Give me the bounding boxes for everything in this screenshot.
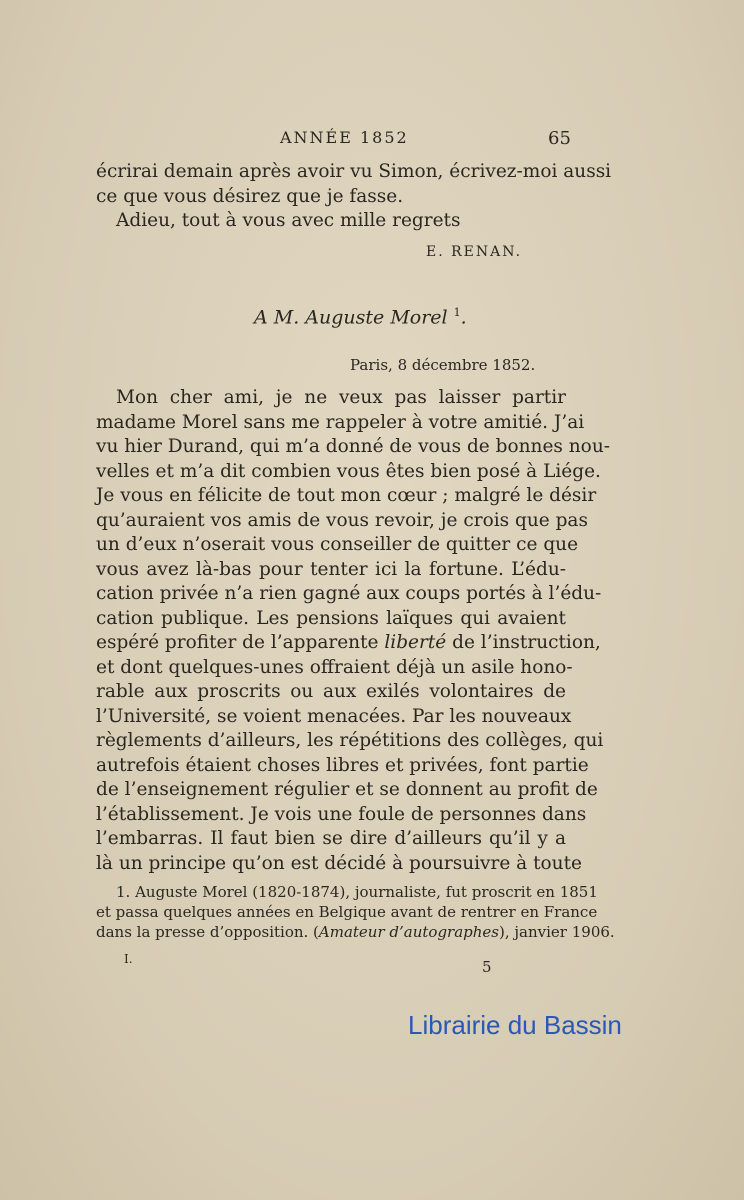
text-line: cation publique. Les pensions laïques qui avaient (96, 607, 566, 629)
text-fragment: de l’instruction, (452, 632, 601, 653)
text-line-with-emphasis (96, 631, 601, 656)
text-line: madame Morel sans me rappeler à votre amitié. J’ai (96, 411, 585, 433)
sheet-number: 5 (482, 958, 492, 976)
dateline: Paris, 8 décembre 1852. (350, 356, 536, 374)
text-fragment: dans la presse d’opposition. ( (96, 923, 319, 941)
text-line: vu hier Durand, qui m’a donné de vous de bonnes nou- (96, 436, 610, 457)
emphasis-text: Amateur d’autographes (318, 923, 499, 941)
signature: E. RENAN. (426, 244, 523, 260)
footnote-line: et passa quelques années en Belgique avant de rentrer en France (96, 903, 598, 921)
text-line: écrirai demain après avoir vu Simon, écrivez-moi aussi (96, 161, 612, 182)
closing-line: Adieu, tout à vous avec mille regrets (116, 210, 461, 231)
emphasis-text: liberté (384, 632, 447, 653)
text-line: l’Université, se voient menacées. Par les nouveaux (96, 705, 572, 727)
footnote-ref: 1 (453, 306, 461, 319)
text-line: l’établissement. Je vois une foule de personnes dans (96, 803, 587, 825)
heading-text: A M. Auguste Morel (254, 306, 448, 329)
text-line: règlements d’ailleurs, les répétitions des collèges, qui (96, 730, 604, 751)
text-line: vous avez là-bas pour tenter ici la fortune. L’édu- (96, 558, 566, 580)
text-line: ce que vous désirez que je fasse. (96, 185, 404, 207)
text-fragment: espéré profiter de l’apparente (96, 632, 379, 653)
signature-mark: I. (124, 952, 133, 966)
footnote (96, 882, 615, 942)
text-line: et dont quelques-unes offraient déjà un asile hono- (96, 656, 573, 678)
footnote-line (96, 922, 615, 942)
text-line: l’embarras. Il faut bien se dire d’ailleurs qu’il y a (96, 828, 566, 849)
text-line: Je vous en félicite de tout mon cœur ; malgré le désir (96, 485, 597, 506)
watermark-text: Librairie du Bassin (408, 1010, 622, 1040)
carryover-paragraph (96, 160, 612, 234)
text-line: Mon cher ami, je ne veux pas laisser partir (116, 387, 566, 408)
text-line: rable aux proscrits ou aux exilés volontaires de (96, 681, 566, 702)
text-line: là un principe qu’on est décidé à poursuivre à toute (96, 852, 582, 874)
text-fragment: ), janvier 1906. (499, 923, 615, 941)
text-line: autrefois étaient choses libres et privées, font partie (96, 754, 589, 776)
text-line: cation privée n’a rien gagné aux coups portés à l’édu- (96, 583, 602, 604)
text-line: de l’enseignement régulier et se donnent au profit de (96, 779, 598, 800)
text-line: un d’eux n’oserait vous conseiller de quitter ce que (96, 534, 579, 555)
page-number: 65 (548, 128, 571, 149)
footnote-line: 1. Auguste Morel (1820-1874), journaliste, fut proscrit en 1851 (116, 883, 598, 901)
text-line: velles et m’a dit combien vous êtes bien posé à Liége. (96, 460, 601, 482)
text-line: qu’auraient vos amis de vous revoir, je crois que pas (96, 509, 588, 531)
running-head: ANNÉE 1852 (280, 128, 409, 147)
letter-heading: A M. Auguste Morel $^1$. (254, 306, 467, 329)
letter-body (96, 386, 610, 876)
